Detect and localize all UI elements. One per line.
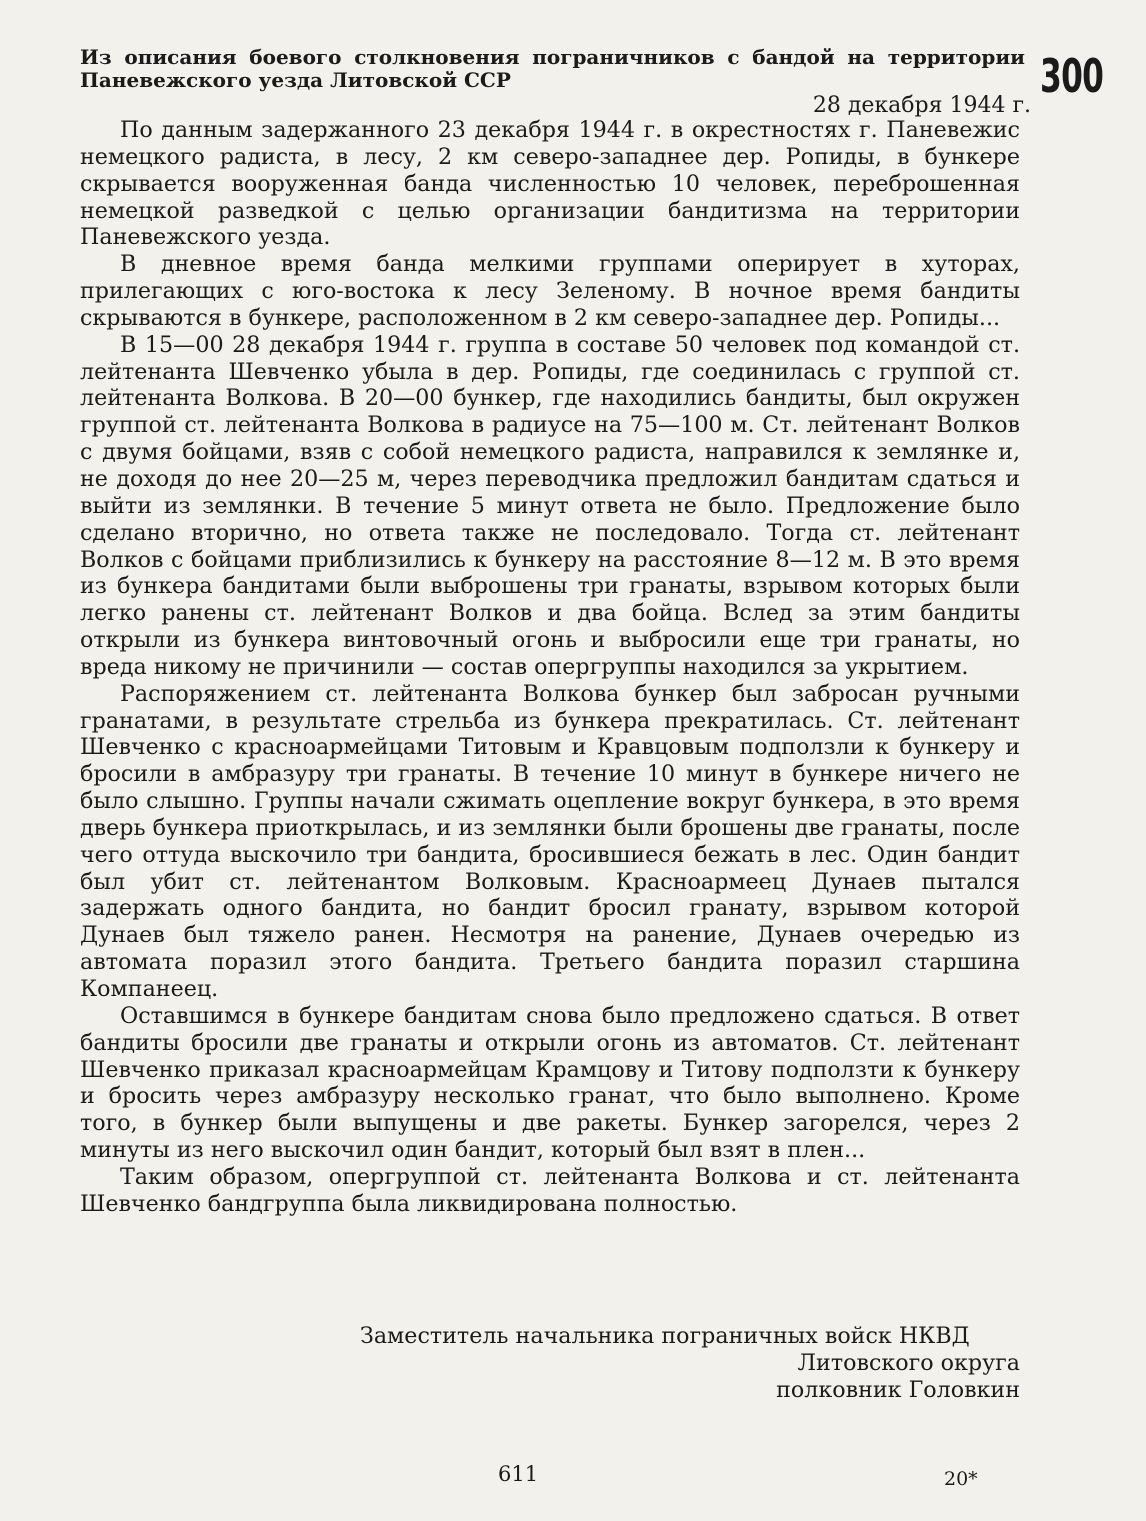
document-number: 300 [1040, 49, 1104, 103]
signature-name: полковник Головкин [776, 1376, 1020, 1403]
paragraph: Оставшимся в бункере бандитам снова было предложено сдаться. В ответ бандиты бросили две гранаты и открыли огонь из автоматов. Ст. лейтенант Шевченко приказал красноармейцам Крамцову и Титову подползти к бункеру и бросить через амбразуру несколько гранат, что было выполнено. Кроме того, в бункер были выпущены и две ракеты. Бункер загорелся, через 2 минуты из него выскочил один бандит, который был взят в плен... [80, 1002, 1020, 1164]
paragraph: Таким образом, опергруппой ст. лейтенанта Волкова и ст. лейтенанта Шевченко бандгруппа была ликвидирована полностью. [80, 1163, 1020, 1217]
paragraph: В 15—00 28 декабря 1944 г. группа в составе 50 человек под командой ст. лейтенанта Шевченко убыла в дер. Ропиды, где соединилась с группой ст. лейтенанта Волкова. В 20—00 бункер, где находились бандиты, был окружен группой ст. лейтенанта Волкова в радиусе на 75—100 м. Ст. лейтенант Волков с двумя бойцами, взяв с собой немецкого радиста, направился к землянке и, не доходя до нее 20—25 м, через переводчика предложил бандитам сдаться и выйти из землянки. В течение 5 минут ответа не было. Предложение было сделано вторично, но ответа также не последовало. Тогда ст. лейтенант Волков с бойцами приблизились к бункеру на расстояние 8—12 м. В это время из бункера бандитами были выброшены три гранаты, взрывом которых были легко ранены ст. лейтенант Волков и два бойца. Вслед за этим бандиты открыли из бункера винтовочный огонь и выбросили еще три гранаты, но вреда никому не причинили — состав опергруппы находился за укрытием. [80, 331, 1020, 680]
page-number: 611 [498, 1462, 539, 1486]
paragraph: В дневное время банда мелкими группами оперирует в хуторах, прилегающих с юго-востока к лесу Зеленому. В ночное время бандиты скрываются в бункере, расположенном в 2 км северо-западнее дер. Ропиды... [80, 251, 1020, 331]
document-date: 28 декабря 1944 г. [812, 93, 1031, 118]
paragraph: По данным задержанного 23 декабря 1944 г. в окрестностях г. Паневежис немецкого радиста, в лесу, 2 км северо-западнее дер. Ропиды, в бункере скрывается вооруженная банда численностью 10 человек, переброшенная немецкой разведкой с целью организации бандитизма на территории Паневежского уезда. [80, 117, 1020, 251]
paragraph: Распоряжением ст. лейтенанта Волкова бункер был забросан ручными гранатами, в результате стрельба из бункера прекратилась. Ст. лейтенант Шевченко с красноармейцами Титовым и Кравцовым подползли к бункеру и бросили в амбразуру три гранаты. В течение 10 минут в бункере ничего не было слышно. Группы начали сжимать оцепление вокруг бункера, в это время дверь бункера приоткрылась, и из землянки были брошены две гранаты, после чего оттуда выскочило три бандита, бросившиеся бежать в лес. Один бандит был убит ст. лейтенантом Волковым. Красноармеец Дунаев пытался задержать одного бандита, но бандит бросил гранату, взрывом которой Дунаев был тяжело ранен. Несмотря на ранение, Дунаев очередью из автомата поразил этого бандита. Третьего бандита поразил старшина Компанеец. [80, 680, 1020, 1002]
signature-title: Заместитель начальника пограничных войск НКВД [360, 1323, 970, 1349]
printer-signature-mark: 20* [944, 1468, 978, 1490]
signature-unit: Литовского округа [797, 1349, 1020, 1376]
signature-block [330, 1323, 1020, 1404]
document-body [80, 117, 1020, 1218]
document-heading: Из описания боевого столкновения пограничников с бандой на территории Паневежского уезда Литовской ССР [80, 45, 1025, 92]
